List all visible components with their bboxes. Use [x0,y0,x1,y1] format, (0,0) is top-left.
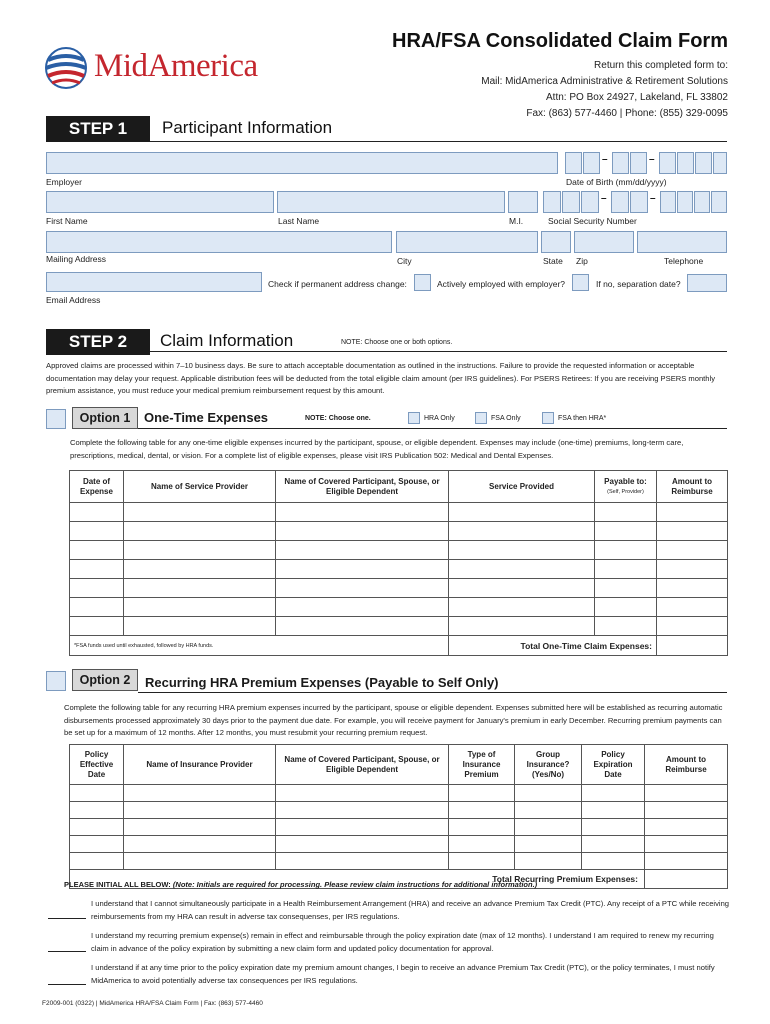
option1-divider [138,428,727,429]
fax-phone-line: Fax: (863) 577-4460 | Phone: (855) 329-0095 [526,108,728,119]
initial-line-3[interactable] [48,984,86,985]
option2-label: Option 2 [72,669,138,691]
telephone-field[interactable] [637,231,727,253]
col-payable-to [595,471,657,503]
return-line: Return this completed form to: [594,60,728,71]
total-one-time-label: Total One-Time Claim Expenses: [449,636,657,656]
initials-heading-bold: PLEASE INITIAL ALL BELOW: [64,880,171,889]
separation-date-label: If no, separation date? [596,279,681,289]
dob-year-3[interactable] [695,152,712,174]
step2-heading: Claim Information [160,331,294,350]
table-row [70,522,728,541]
hra-only-checkbox[interactable] [408,412,420,424]
table-row [70,598,728,617]
ssn-box-9[interactable] [711,191,727,213]
ssn-box-2[interactable] [562,191,580,213]
one-time-expenses-table [69,470,728,656]
dob-dash-2: – [649,154,655,165]
footer: F2009-001 (0322) | MidAmerica HRA/FSA Claim Form | Fax: (863) 577-4460 [42,1000,263,1007]
zip-field[interactable] [574,231,634,253]
dob-year-4[interactable] [713,152,727,174]
table-row [70,617,728,636]
hra-only-label: HRA Only [424,415,455,422]
fsa-only-label: FSA Only [491,415,521,422]
dob-month-2[interactable] [583,152,600,174]
option2-description: Complete the following table for any recurring HRA premium expenses incurred by the participant, spouse or eligible dependent. Expenses submitted here will be established as recurring automatic disbursements processed approximately 30 days prior to the payment due date. For example, you will receive payment for January's premium in early December. Recurring premium payments can be set up for a maximum of 12 months. After 12 months, you must resubmit your recurring premium request. [64,703,723,737]
dob-year-2[interactable] [677,152,694,174]
option2-checkbox[interactable] [46,671,66,691]
mail-line: Mail: MidAmerica Administrative & Retirement Solutions [481,76,728,87]
ssn-box-6[interactable] [660,191,676,213]
table-row [70,853,728,870]
state-field[interactable] [541,231,571,253]
ssn-box-8[interactable] [694,191,710,213]
initial-statement-2: I understand my recurring premium expense(s) remain in effect and reimbursable through the policy expiration date (max of 12 months). I understand I am required to renew my recurring claim in advance of the policy expiration by submitting a new claim form and updated policy documentation for approval. [91,931,714,953]
total-recurring-field[interactable] [645,870,728,889]
return-address [481,58,728,122]
col-date-of-expense: Date of Expense [70,471,124,503]
city-label: City [397,256,412,266]
actively-employed-label: Actively employed with employer? [437,279,566,289]
option1-label: Option 1 [72,407,138,429]
permanent-address-checkbox[interactable] [414,274,431,291]
total-one-time-field[interactable] [657,636,728,656]
step2-note: NOTE: Choose one or both options. [341,339,453,346]
mi-field[interactable] [508,191,538,213]
initials-heading [64,880,537,889]
col-service-provider: Name of Service Provider [124,471,276,503]
globe-logo-icon [44,46,90,90]
col-insurance-type: Type of Insurance Premium [449,745,515,785]
initial-line-2[interactable] [48,951,86,952]
total-recurring-label: Total Recurring Premium Expenses: [70,870,645,889]
permanent-address-label: Check if permanent address change: [268,279,407,289]
step1-divider [150,141,727,142]
fsa-then-hra-label: FSA then HRA* [558,415,607,422]
attn-line: Attn: PO Box 24927, Lakeland, FL 33802 [546,92,728,103]
col-policy-effective-date: Policy Effective Date [70,745,124,785]
first-name-label: First Name [46,216,88,226]
step2-divider [150,351,727,352]
dob-year-1[interactable] [659,152,676,174]
step2-intro: Approved claims are processed within 7–10 business days. Be sure to attach acceptable documentation as outlined in the instructions. Failure to provide the requested information or acceptable documentation may delay your request. Applicable distribution fees will be deducted from the total eligible claim amount (per IRS guidelines). For PSERS Retirees: If you are receiving PSERS monthly premium assistance, you must reduce your medical premium reimbursement request by this amount. [46,361,716,395]
ssn-label: Social Security Number [548,216,637,226]
logo-text: MidAmerica [94,48,258,84]
col-insurance-provider: Name of Insurance Provider [124,745,276,785]
zip-label: Zip [576,256,588,266]
telephone-label: Telephone [664,256,704,266]
ssn-box-1[interactable] [543,191,561,213]
ssn-dash-1: – [601,193,607,204]
ssn-dash-2: – [650,193,656,204]
option1-description: Complete the following table for any one-time eligible expenses incurred by the participant, spouse, or eligible dependent. Expenses may include (one-time) premiums, long-term care, prescriptions, medical, dental, or vision. For a complete list of eligible expenses, please visit IRS Publication 502: Medical and Dental Expenses. [70,438,684,460]
col-amount: Amount to Reimburse [645,745,728,785]
fsa-then-hra-checkbox[interactable] [542,412,554,424]
table-row [70,802,728,819]
fsa-only-checkbox[interactable] [475,412,487,424]
table-row [70,541,728,560]
initial-line-1[interactable] [48,918,86,919]
email-field[interactable] [46,272,262,292]
mi-label: M.I. [509,216,524,226]
dob-dash-1: – [602,154,608,165]
mailing-address-field[interactable] [46,231,392,253]
step2-label: STEP 2 [46,329,150,355]
col-group-insurance: Group Insurance? (Yes/No) [515,745,582,785]
initials-heading-note: (Note: Initials are required for processing. Please review claim instructions for additional information.) [172,880,538,889]
state-label: State [543,256,563,266]
initial-statement-3: I understand if at any time prior to the policy expiration date my premium amount changes, I begin to receive an advance Premium Tax Credit (PTC), or the policy terminates, I must notify MidAmerica to avoid potentially adverse tax consequences per IRS regulations. [91,963,715,985]
col-policy-expiration: Policy Expiration Date [582,745,645,785]
table-row [70,819,728,836]
option1-note: NOTE: Choose one. [305,415,371,422]
logo [44,46,284,90]
option1-heading: One-Time Expenses [144,410,269,425]
last-name-label: Last Name [278,216,320,226]
payable-to-sub: (Self, Provider) [607,488,644,495]
option1-footnote: *FSA funds used until exhausted, followed by HRA funds. [70,636,449,656]
table-row [70,836,728,853]
table-row [70,785,728,802]
col-amount: Amount to Reimburse [657,471,728,503]
initial-statement-1: I understand that I cannot simultaneously participate in a Health Reimbursement Arrangement (HRA) and receive an advance Premium Tax Credit (PTC). Any receipt of a PTC while receiving reimbursements from my HRA can result in adverse tax consequenses, per IRS regulations. [91,899,730,921]
ssn-box-3[interactable] [581,191,599,213]
col-covered-participant: Name of Covered Participant, Spouse, or Eligible Dependent [276,745,449,785]
separation-date-field[interactable] [687,274,727,292]
option1-checkbox[interactable] [46,409,66,429]
email-label: Email Address [46,295,101,305]
dob-month-1[interactable] [565,152,582,174]
last-name-field[interactable] [277,191,505,213]
mailing-address-label: Mailing Address [46,254,107,264]
employer-field[interactable] [46,152,558,174]
first-name-field[interactable] [46,191,274,213]
dob-day-1[interactable] [612,152,629,174]
col-service-provided: Service Provided [449,471,595,503]
form-title: HRA/FSA Consolidated Claim Form [392,30,728,52]
table-row [70,579,728,598]
employer-label: Employer [46,177,82,187]
recurring-premium-table [69,744,728,889]
payable-to-label: Payable to: [604,476,647,486]
table-row [70,503,728,522]
table-row [70,560,728,579]
actively-employed-checkbox[interactable] [572,274,589,291]
total-row [70,636,728,656]
step1-heading: Participant Information [162,118,333,137]
city-field[interactable] [396,231,538,253]
col-covered-participant: Name of Covered Participant, Spouse, or Eligible Dependent [276,471,449,503]
ssn-box-5[interactable] [630,191,648,213]
ssn-box-7[interactable] [677,191,693,213]
ssn-box-4[interactable] [611,191,629,213]
dob-day-2[interactable] [630,152,647,174]
option2-divider [138,692,727,693]
step1-label: STEP 1 [46,116,150,142]
option2-heading: Recurring HRA Premium Expenses (Payable to Self Only) [145,675,499,690]
dob-label: Date of Birth (mm/dd/yyyy) [566,177,667,187]
